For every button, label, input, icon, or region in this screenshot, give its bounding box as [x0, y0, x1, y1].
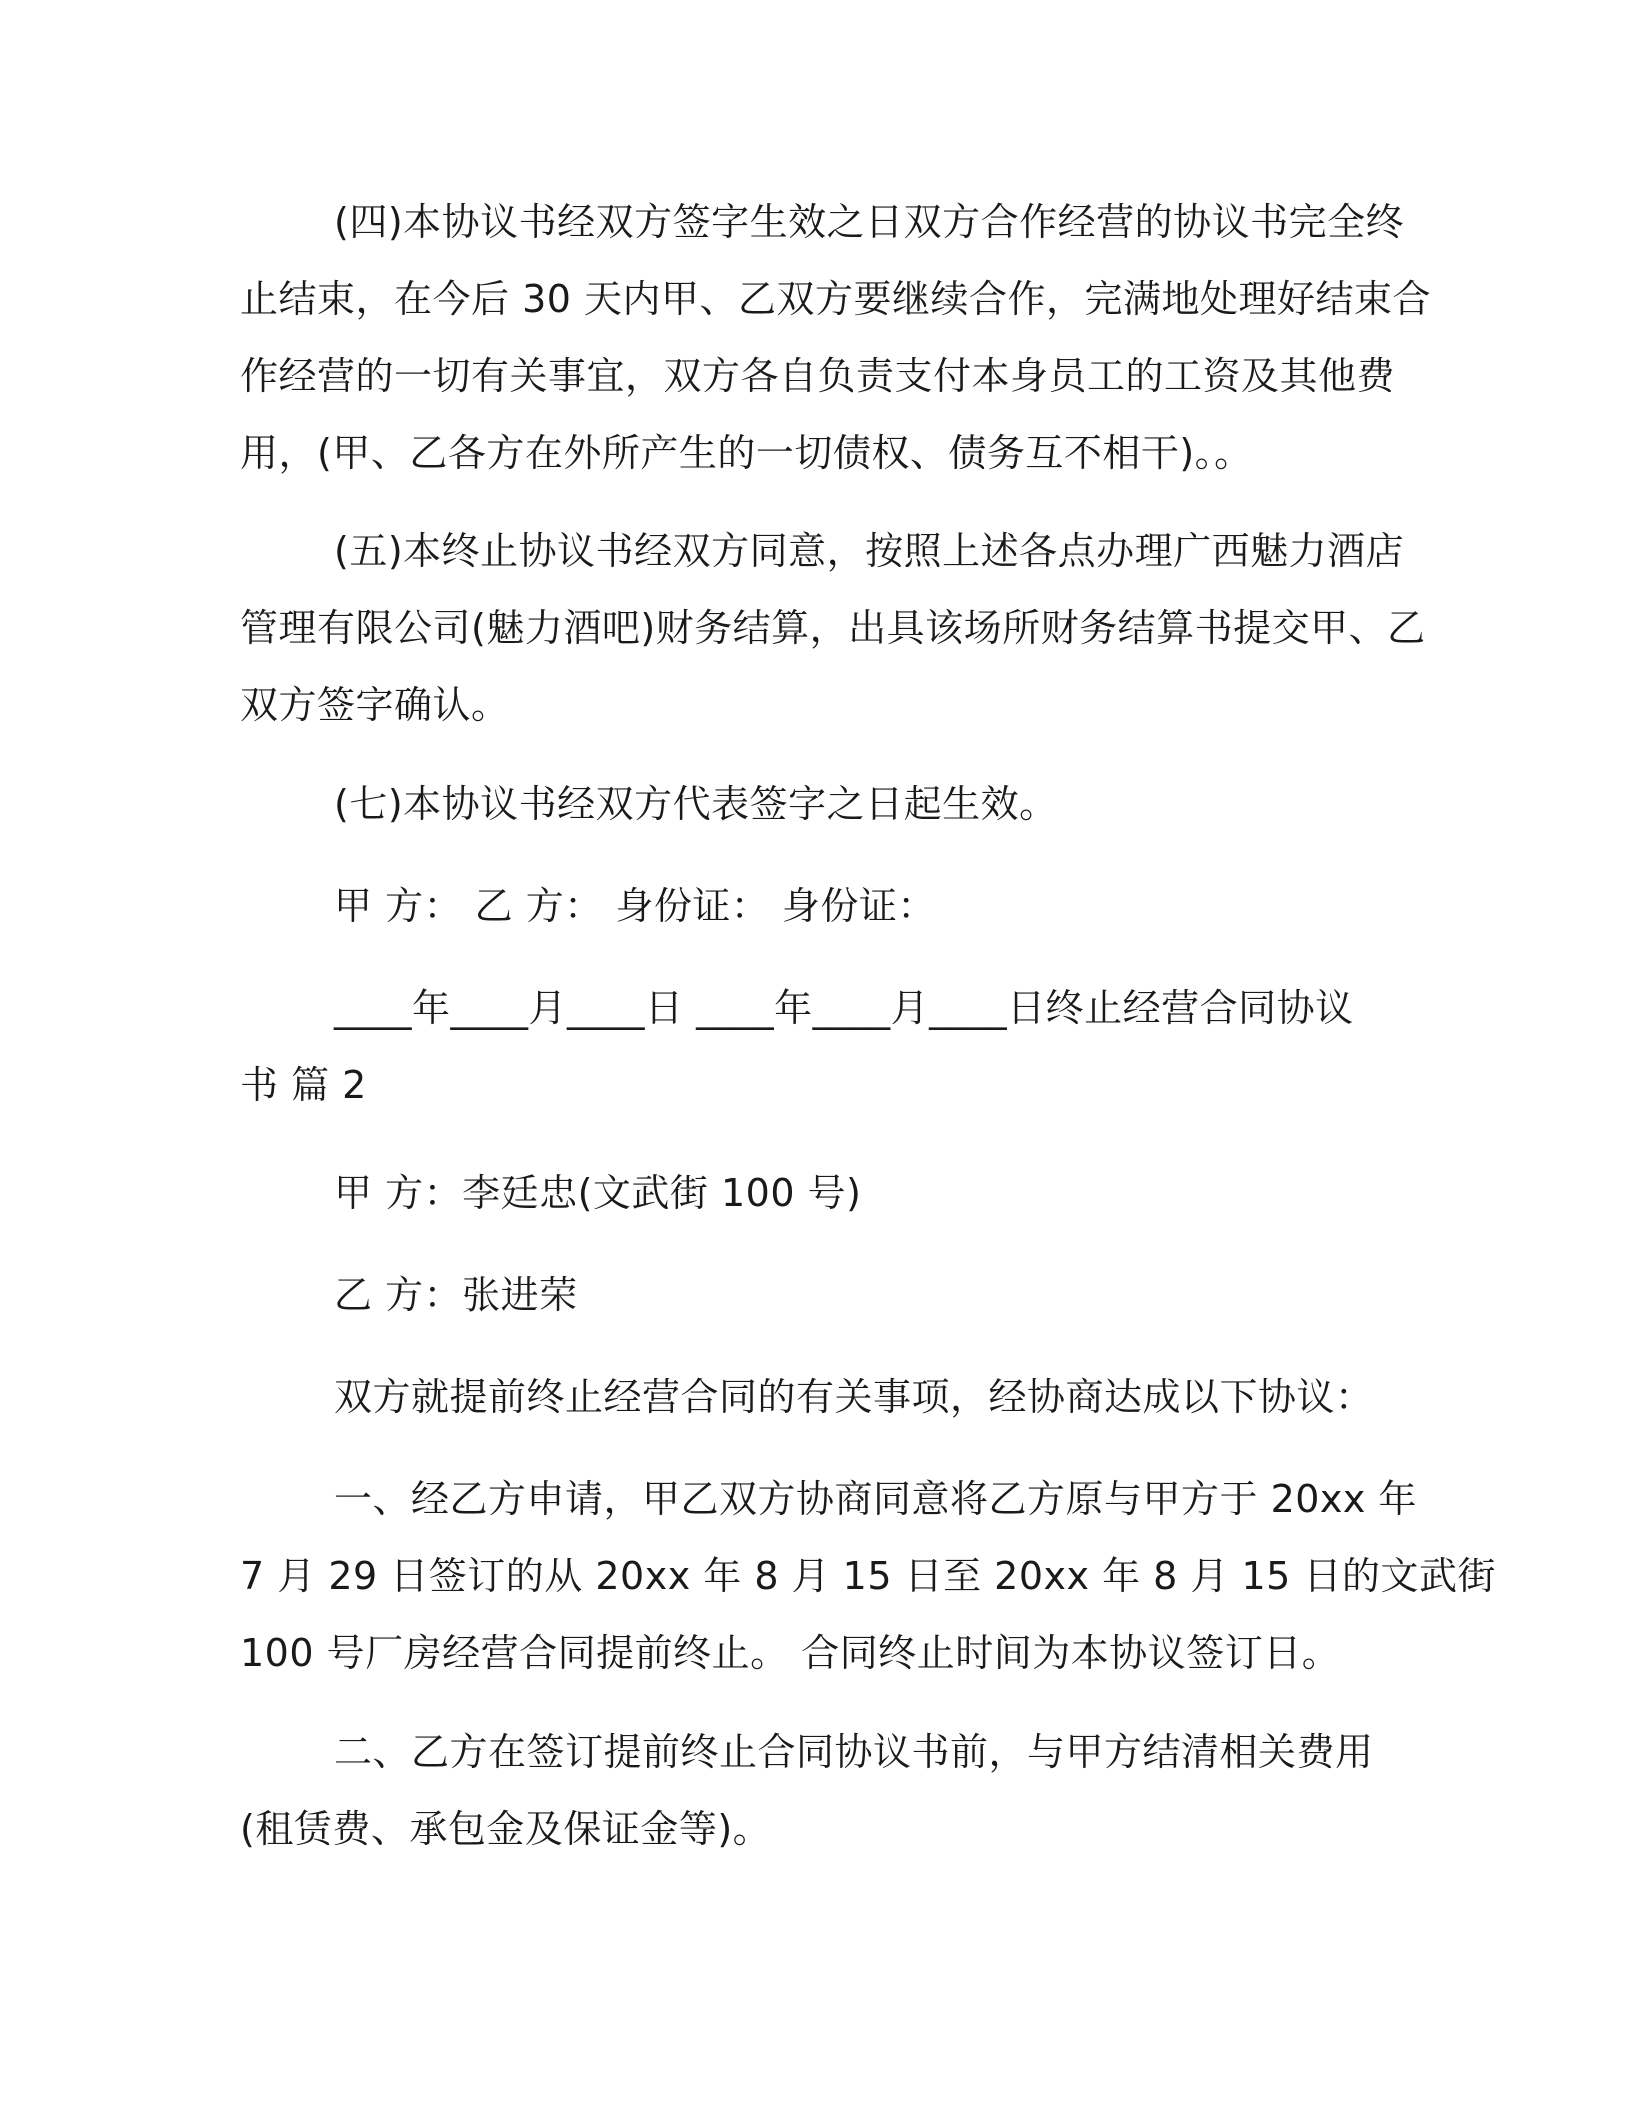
party-b-line — [240, 1257, 1388, 1334]
text-line: 7 月 29 日签订的从 20xx 年 8 月 15 日至 20xx 年 8 月 15 日的文武街 — [240, 1554, 1496, 1598]
text-line: 甲 方：李廷忠(文武街 100 号) — [334, 1171, 862, 1215]
text-line: ____年____月____日 ____年____月____日终止经营合同协议 — [334, 986, 1354, 1030]
text-line: (租赁费、承包金及保证金等)。 — [240, 1807, 772, 1851]
paragraph-clause-4 — [240, 184, 1432, 492]
text-line: 用，(甲、乙各方在外所产生的一切债权、债务互不相干)。。 — [240, 431, 1253, 475]
text-line: 乙 方：张进荣 — [334, 1273, 578, 1317]
item-one — [240, 1461, 1496, 1692]
text-line: 甲 方： 乙 方： 身份证： 身份证： — [334, 884, 936, 928]
text-line: 100 号厂房经营合同提前终止。 合同终止时间为本协议签订日。 — [240, 1631, 1341, 1675]
text-line: 书 篇 2 — [240, 1063, 367, 1107]
item-two — [240, 1714, 1388, 1868]
signature-line — [240, 868, 1388, 945]
text-line: 双方就提前终止经营合同的有关事项，经协商达成以下协议： — [334, 1375, 1374, 1419]
paragraph-clause-5 — [240, 513, 1426, 744]
text-line: 双方签字确认。 — [240, 683, 510, 727]
text-line: 管理有限公司(魅力酒吧)财务结算，出具该场所财务结算书提交甲、乙 — [240, 606, 1426, 650]
text-line: (七)本协议书经双方代表签字之日起生效。 — [334, 782, 1058, 826]
text-line: 二、乙方在签订提前终止合同协议书前，与甲方结清相关费用 — [334, 1730, 1374, 1774]
text-line: (四)本协议书经双方签字生效之日双方合作经营的协议书完全终 — [334, 200, 1405, 244]
text-line: 止结束，在今后 30 天内甲、乙双方要继续合作，完满地处理好结束合 — [240, 277, 1432, 321]
text-line: (五)本终止协议书经双方同意，按照上述各点办理广西魅力酒店 — [334, 529, 1405, 573]
agreement-intro — [240, 1359, 1388, 1436]
paragraph-clause-7 — [240, 766, 1388, 843]
text-line: 作经营的一切有关事宜，双方各自负责支付本身员工的工资及其他费 — [240, 354, 1396, 398]
date-line — [240, 970, 1388, 1124]
party-a-line — [240, 1155, 1388, 1232]
text-line: 一、经乙方申请，甲乙双方协商同意将乙方原与甲方于 20xx 年 — [334, 1477, 1417, 1521]
